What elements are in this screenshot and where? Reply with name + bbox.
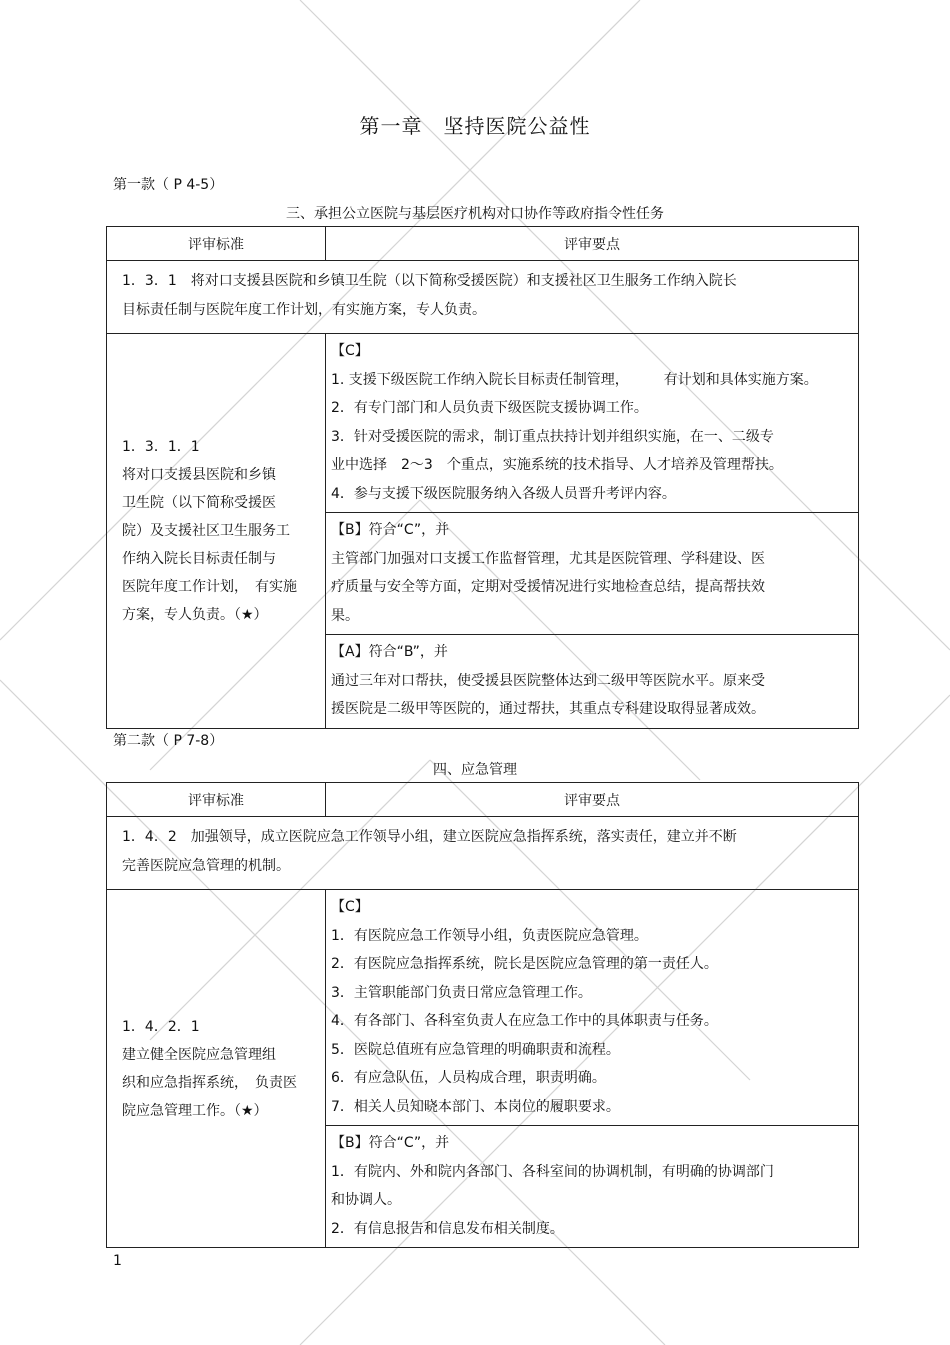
standard-line: 1．3．1 将对口支援县医院和乡镇卫生院（以下简称受援医院）和支援社区卫生服务工作纳入院长 — [122, 273, 737, 289]
item-line: 织和应急指挥系统， 负责医 — [122, 1074, 297, 1091]
item-line: 卫生院（以下简称受援医 — [122, 494, 276, 511]
item-line: 院应急管理工作。（★） — [122, 1102, 268, 1119]
grade-line: 业中选择 2～3 个重点，实施系统的技术指导、人才培养及管理帮扶。 — [331, 457, 783, 473]
grade-line: 6．有应急队伍，人员构成合理，职责明确。 — [331, 1070, 606, 1086]
grade-line: 4．有各部门、各科室负责人在应急工作中的具体职责与任务。 — [331, 1013, 718, 1029]
review-table-1 — [106, 226, 859, 729]
grade-line: 1．有院内、外和院内各部门、各科室间的协调机制，有明确的协调部门 — [331, 1163, 774, 1180]
grade-c-cell — [326, 334, 859, 513]
standard-row — [107, 817, 859, 890]
grade-line: 3．针对受援医院的需求，制订重点扶持计划并组织实施，在一、二级专 — [331, 428, 774, 445]
grade-c-cell — [326, 890, 859, 1126]
grade-line: 5．医院总值班有应急管理的明确职责和流程。 — [331, 1041, 620, 1058]
item-line: 作纳入院长目标责任制与 — [122, 550, 276, 567]
grade-label: 【C】 — [331, 899, 369, 915]
column-header-points: 评审要点 — [326, 227, 859, 261]
grade-label: 【B】符合“C”，并 — [331, 522, 450, 538]
grade-line: 2．有专门部门和人员负责下级医院支援协调工作。 — [331, 400, 648, 416]
grade-line: 主管部门加强对口支援工作监督管理，尤其是医院管理、学科建设、医 — [331, 550, 765, 567]
grade-line: 3．主管职能部门负责日常应急管理工作。 — [331, 984, 592, 1001]
grade-b-cell — [326, 1126, 859, 1248]
standard-line: 1．4．2 加强领导，成立医院应急工作领导小组，建立医院应急指挥系统，落实责任，建立并不断 — [122, 829, 737, 845]
item-line: 1．3．1．1 — [122, 438, 200, 455]
standard-row — [107, 261, 859, 334]
page-number: 1 — [113, 1253, 122, 1269]
section-heading-2: 四、应急管理 — [433, 762, 517, 778]
standard-text — [107, 817, 859, 890]
item-line: 医院年度工作计划， 有实施 — [122, 578, 297, 595]
grade-line: 1. 支援下级医院工作纳入院长目标责任制管理， 有计划和具体实施方案。 — [331, 371, 818, 388]
item-line: 1．4．2．1 — [122, 1018, 200, 1035]
grade-row-c — [107, 890, 859, 1126]
page-title: 第一章 坚持医院公益性 — [359, 114, 591, 138]
grade-b-cell — [326, 513, 859, 635]
item-line: 院）及支援社区卫生服务工 — [122, 522, 290, 539]
item-line: 方案，专人负责。（★） — [122, 606, 268, 623]
grade-label: 【A】符合“B”，并 — [331, 644, 448, 660]
table-header-row — [107, 227, 859, 261]
table-header-row — [107, 783, 859, 817]
item-standard-cell — [107, 890, 326, 1248]
grade-line: 援医院是二级甲等医院的，通过帮扶，其重点专科建设取得显著成效。 — [331, 701, 765, 717]
section-heading-1: 三、承担公立医院与基层医疗机构对口协作等政府指令性任务 — [286, 206, 664, 222]
grade-line: 疗质量与安全等方面，定期对受援情况进行实地检查总结，提高帮扶效 — [331, 579, 765, 595]
clause-label-1: 第一款（ P 4-5） — [113, 177, 224, 193]
grade-label: 【C】 — [331, 343, 369, 359]
item-standard-cell — [107, 334, 326, 729]
grade-line: 4．参与支援下级医院服务纳入各级人员晋升考评内容。 — [331, 485, 676, 502]
grade-line: 7．相关人员知晓本部门、本岗位的履职要求。 — [331, 1098, 620, 1115]
grade-row-c — [107, 334, 859, 513]
grade-label: 【B】符合“C”，并 — [331, 1135, 450, 1151]
grade-line: 2．有信息报告和信息发布相关制度。 — [331, 1220, 564, 1237]
grade-line: 和协调人。 — [331, 1192, 401, 1208]
standard-line: 完善医院应急管理的机制。 — [122, 858, 290, 874]
grade-line: 2．有医院应急指挥系统，院长是医院应急管理的第一责任人。 — [331, 956, 718, 972]
column-header-points: 评审要点 — [326, 783, 859, 817]
column-header-standard: 评审标准 — [107, 227, 326, 261]
grade-a-cell — [326, 635, 859, 729]
standard-line: 目标责任制与医院年度工作计划，有实施方案，专人负责。 — [122, 302, 486, 318]
standard-text — [107, 261, 859, 334]
grade-line: 通过三年对口帮扶，使受援县医院整体达到二级甲等医院水平。原来受 — [331, 672, 765, 689]
grade-line: 1．有医院应急工作领导小组，负责医院应急管理。 — [331, 927, 648, 944]
grade-line: 果。 — [331, 607, 359, 624]
clause-label-2: 第二款（ P 7-8） — [113, 733, 224, 749]
column-header-standard: 评审标准 — [107, 783, 326, 817]
item-line: 建立健全医院应急管理组 — [122, 1046, 276, 1063]
item-line: 将对口支援县医院和乡镇 — [122, 466, 276, 483]
review-table-2 — [106, 782, 859, 1248]
